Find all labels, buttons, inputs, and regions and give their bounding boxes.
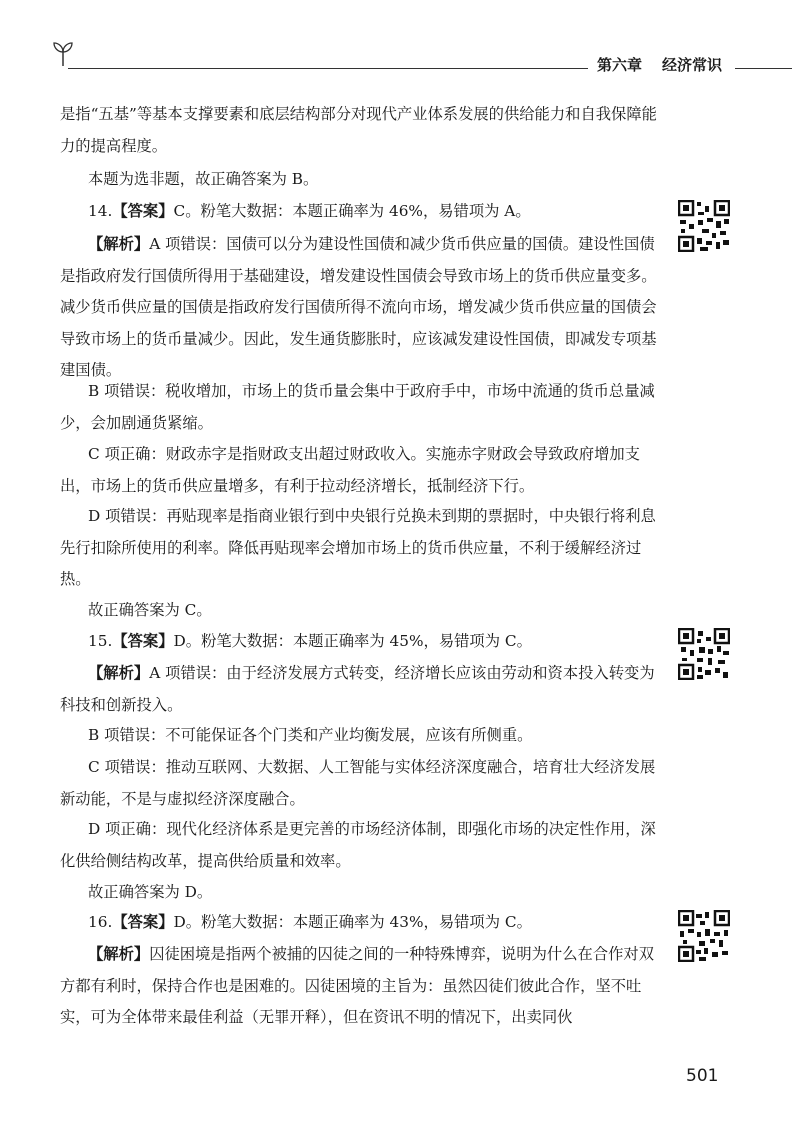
qr-code-icon[interactable] xyxy=(678,200,730,252)
option-b-15: B 项错误：不可能保证各个门类和产业均衡发展，应该有所侧重。 xyxy=(88,726,533,744)
answer-16 xyxy=(60,907,660,939)
analysis-16 xyxy=(60,939,660,1034)
option-d-14: D 项错误：再贴现率是指商业银行到中央银行兑换未到期的票据时，中央银行将利息先行扣除所使用的利率。降低再贴现率会增加市场上的货币供应量，不利于缓解经济过热。 xyxy=(60,507,656,588)
analysis-tag: 【解析】 xyxy=(88,235,150,253)
question-number: 14. xyxy=(88,202,113,220)
answer-tag: 【答案】 xyxy=(112,913,174,931)
analysis-14 xyxy=(60,229,660,387)
qr-code-icon[interactable] xyxy=(678,628,730,680)
header-rule-left xyxy=(68,68,588,69)
page-header xyxy=(0,0,800,80)
answer-15 xyxy=(60,626,660,658)
analysis-text: A 项错误：由于经济发展方式转变，经济增长应该由劳动和资本投入转变为科技和创新投入。 xyxy=(60,664,655,714)
conclusion-14: 故正确答案为 C。 xyxy=(88,601,212,619)
question-number: 16. xyxy=(88,913,113,931)
paragraph-continuation: 是指“五基”等基本支撑要素和底层结构部分对现代产业体系发展的供给能力和自我保障能力的提高程度。 xyxy=(60,105,657,155)
answer-tag: 【答案】 xyxy=(112,202,174,220)
chapter-label: 第六章 xyxy=(597,56,643,74)
analysis-15 xyxy=(60,658,660,721)
header-rule-right xyxy=(735,68,792,69)
analysis-tag: 【解析】 xyxy=(88,945,150,963)
analysis-text: 囚徒困境是指两个被捕的囚徒之间的一种特殊博弈，说明为什么在合作对双方都有利时，保持合作也是困难的。囚徒困境的主旨为：虽然囚徒们彼此合作，坚不吐实，可为全体带来最佳利益（无罪开释），但在资讯不明的情况下，出卖同伙 xyxy=(60,945,655,1026)
question-number: 15. xyxy=(88,632,113,650)
option-b-14: B 项错误：税收增加，市场上的货币量会集中于政府手中，市场中流通的货币总量减少，会加剧通货紧缩。 xyxy=(60,382,655,432)
leaf-icon xyxy=(52,40,74,66)
option-d-15: D 项正确：现代化经济体系是更完善的市场经济体制，即强化市场的决定性作用，深化供给侧结构改革，提高供给质量和效率。 xyxy=(60,820,656,870)
answer-text: D。粉笔大数据：本题正确率为 43%，易错项为 C。 xyxy=(173,913,532,931)
analysis-text: A 项错误：国债可以分为建设性国债和减少货币供应量的国债。建设性国债是指政府发行国债所得用于基础建设，增发建设性国债会导致市场上的货币供应量变多。减少货币供应量的国债是指政府发行国债所得不流向市场，增发减少货币供应量的国债会导致市场上的货币量减少。因此，发生通货膨胀时，应该减发建设性国债，即减发专项基建国债。 xyxy=(60,235,657,379)
paragraph-conclusion-13: 本题为选非题，故正确答案为 B。 xyxy=(88,170,319,188)
analysis-tag: 【解析】 xyxy=(88,664,150,682)
chapter-title: 经济常识 xyxy=(662,56,723,74)
answer-tag: 【答案】 xyxy=(112,632,174,650)
option-c-15: C 项错误：推动互联网、大数据、人工智能与实体经济深度融合，培育壮大经济发展新动能，不是与虚拟经济深度融合。 xyxy=(60,758,656,808)
option-c-14: C 项正确：财政赤字是指财政支出超过财政收入。实施赤字财政会导致政府增加支出，市场上的货币供应量增多，有利于拉动经济增长，抵制经济下行。 xyxy=(60,445,640,495)
qr-code-icon[interactable] xyxy=(678,910,730,962)
answer-text: C。粉笔大数据：本题正确率为 46%，易错项为 A。 xyxy=(173,202,531,220)
conclusion-15: 故正确答案为 D。 xyxy=(88,883,213,901)
answer-14 xyxy=(60,196,660,228)
answer-text: D。粉笔大数据：本题正确率为 45%，易错项为 C。 xyxy=(173,632,532,650)
page-number: 501 xyxy=(686,1066,719,1086)
